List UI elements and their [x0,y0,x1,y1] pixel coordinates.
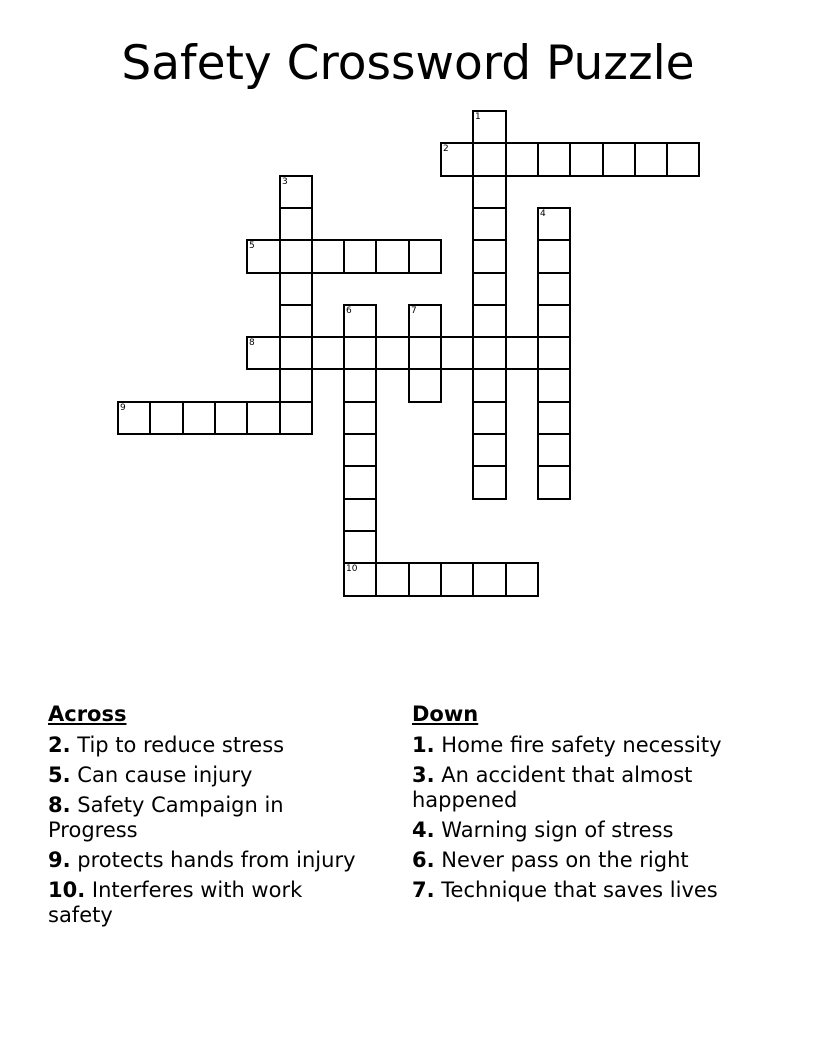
cell-number: 6 [346,306,352,316]
clue-number: 10. [48,878,86,902]
across-clue [48,878,368,928]
across-clue [48,848,368,873]
grid-cell[interactable] [214,401,248,435]
grid-cell[interactable] [472,239,507,274]
down-heading: Down [412,702,479,726]
grid-cell[interactable] [246,239,281,274]
grid-cell[interactable] [472,110,507,144]
clue-number: 9. [48,848,71,872]
grid-cell[interactable] [279,401,313,435]
cell-number: 10 [346,564,358,574]
cell-number: 1 [475,112,481,122]
grid-cell[interactable] [343,530,377,564]
clue-number: 5. [48,763,71,787]
grid-cell[interactable] [472,433,507,467]
grid-cell[interactable] [537,304,571,338]
grid-cell[interactable] [472,304,507,338]
grid-cell[interactable] [343,304,377,338]
grid-cell[interactable] [440,562,474,597]
grid-cell[interactable] [537,207,571,241]
grid-cell[interactable] [408,239,442,274]
across-clue-list [48,733,368,928]
page-title: Safety Crossword Puzzle [121,36,695,91]
grid-cell[interactable] [343,562,377,597]
grid-cell[interactable] [117,401,151,435]
grid-cell[interactable] [279,239,313,274]
cell-number: 3 [282,177,288,187]
grid-cell[interactable] [472,465,507,500]
down-clue [412,848,772,873]
grid-cell[interactable] [537,142,571,177]
grid-cell[interactable] [505,562,539,597]
down-clue [412,733,772,758]
grid-cell[interactable] [149,401,184,435]
clue-text: An accident that almost happened [412,763,693,812]
grid-cell[interactable] [472,175,507,209]
grid-cell[interactable] [279,304,313,338]
clue-number: 1. [412,733,435,757]
clue-number: 3. [412,763,435,787]
grid-cell[interactable] [569,142,604,177]
grid-cell[interactable] [408,336,442,370]
across-clues [48,702,368,933]
clue-number: 7. [412,878,435,902]
across-clue [48,733,368,758]
grid-cell[interactable] [537,401,571,435]
grid-cell[interactable] [472,336,507,370]
grid-cell[interactable] [343,239,377,274]
cell-number: 2 [443,144,449,154]
cell-number: 7 [411,306,417,316]
clue-number: 2. [48,733,71,757]
grid-cell[interactable] [666,142,700,177]
grid-cell[interactable] [537,368,571,403]
clue-text: Technique that saves lives [441,878,718,902]
across-clue [48,793,368,843]
grid-cell[interactable] [440,336,474,370]
grid-cell[interactable] [634,142,668,177]
grid-cell[interactable] [311,336,345,370]
clue-text: Safety Campaign in Progress [48,793,284,842]
clue-text: Never pass on the right [441,848,689,872]
grid-cell[interactable] [408,562,442,597]
grid-cell[interactable] [408,368,442,403]
grid-cell[interactable] [537,239,571,274]
down-clue [412,878,772,903]
grid-cell[interactable] [375,239,410,274]
grid-cell[interactable] [472,272,507,306]
clue-text: Warning sign of stress [441,818,674,842]
grid-cell[interactable] [279,368,313,403]
clue-text: Interferes with work safety [48,878,303,927]
grid-cell[interactable] [279,207,313,241]
grid-cell[interactable] [343,336,377,370]
down-clue [412,763,772,813]
cell-number: 5 [249,241,255,251]
grid-cell[interactable] [537,336,571,370]
clue-text: protects hands from injury [77,848,356,872]
down-clue [412,818,772,843]
grid-cell[interactable] [472,562,507,597]
grid-cell[interactable] [408,304,442,338]
grid-cell[interactable] [343,498,377,532]
cell-number: 9 [120,403,126,413]
grid-cell[interactable] [375,336,410,370]
grid-cell[interactable] [343,401,377,435]
grid-cell[interactable] [602,142,636,177]
grid-cell[interactable] [246,336,281,370]
grid-cell[interactable] [246,401,281,435]
grid-cell[interactable] [505,142,539,177]
grid-cell[interactable] [440,142,474,177]
cell-number: 4 [540,209,546,219]
grid-cell[interactable] [472,207,507,241]
clue-number: 4. [412,818,435,842]
clue-text: Home fire safety necessity [441,733,722,757]
clue-text: Tip to reduce stress [77,733,285,757]
grid-cell[interactable] [279,272,313,306]
across-clue [48,763,368,788]
down-clues [412,702,772,908]
clue-text: Can cause injury [77,763,253,787]
clue-number: 6. [412,848,435,872]
clue-number: 8. [48,793,71,817]
grid-cell[interactable] [472,401,507,435]
grid-cell[interactable] [343,368,377,403]
grid-cell[interactable] [505,336,539,370]
grid-cell[interactable] [343,433,377,467]
down-clue-list [412,733,772,903]
grid-cell[interactable] [537,272,571,306]
grid-cell[interactable] [182,401,216,435]
grid-cell[interactable] [343,465,377,500]
grid-cell[interactable] [311,239,345,274]
grid-cell[interactable] [375,562,410,597]
across-heading: Across [48,702,127,726]
grid-cell[interactable] [537,465,571,500]
cell-number: 8 [249,338,255,348]
grid-cell[interactable] [279,336,313,370]
grid-cell[interactable] [472,368,507,403]
grid-cell[interactable] [537,433,571,467]
grid-cell[interactable] [472,142,507,177]
grid-cell[interactable] [279,175,313,209]
